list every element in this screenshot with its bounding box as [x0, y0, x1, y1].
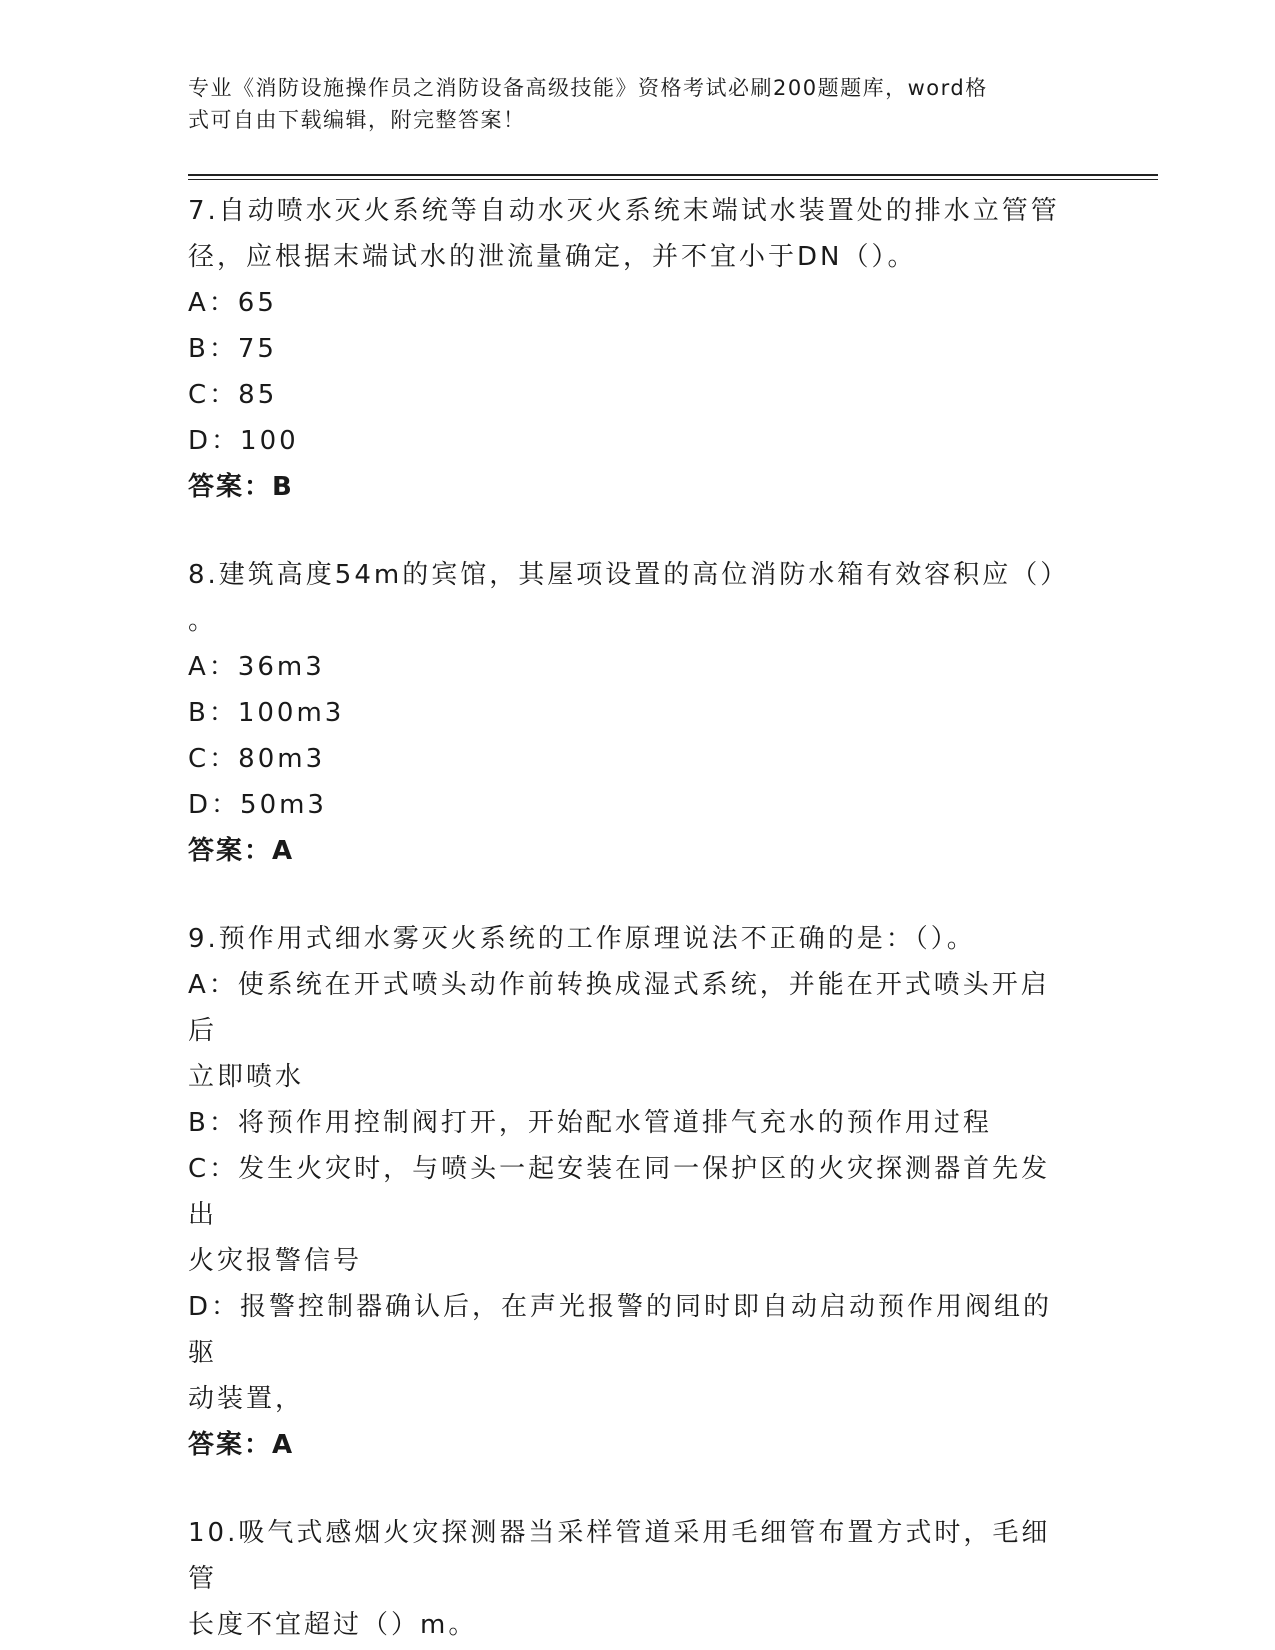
header-line: 式可自由下载编辑，附完整答案！: [188, 108, 526, 132]
option-line: A：使系统在开式喷头动作前转换成湿式系统，并能在开式喷头开启后: [188, 970, 1050, 1046]
spacer: [188, 874, 1158, 916]
question-text: [188, 188, 1073, 280]
question-7: [188, 188, 1158, 510]
option-a: A：65: [188, 288, 277, 318]
answer: 答案：A: [188, 1430, 295, 1460]
question-line: 。: [188, 606, 218, 636]
question-line: 8.建筑高度54m的宾馆，其屋项设置的高位消防水箱有效容积应（）: [188, 560, 1070, 590]
document-header: [188, 72, 1068, 136]
spacer: [188, 510, 1158, 552]
option-line: 立即喷水: [188, 1062, 305, 1092]
question-8: [188, 552, 1158, 874]
option-b: B：75: [188, 334, 277, 364]
answer: 答案：B: [188, 472, 294, 502]
option-d: D：100: [188, 426, 299, 456]
question-line: 7.自动喷水灭火系统等自动水灭火系统末端试水装置处的排水立管管: [188, 196, 1060, 226]
option-line: B：将预作用控制阀打开，开始配水管道排气充水的预作用过程: [188, 1108, 992, 1138]
answer: 答案：A: [188, 836, 295, 866]
option-a: A：36m3: [188, 652, 325, 682]
document-page: [188, 72, 1158, 1648]
option-c: C：85: [188, 380, 278, 410]
option-line: 动装置，: [188, 1384, 305, 1414]
question-text: [188, 552, 1073, 644]
question-text: [188, 1510, 1073, 1648]
option-d: D：50m3: [188, 790, 327, 820]
option-c: C：80m3: [188, 744, 326, 774]
question-line: 10.吸气式感烟火灾探测器当采样管道采用毛细管布置方式时，毛细管: [188, 1518, 1051, 1594]
question-9: [188, 916, 1158, 1468]
option-line: D：报警控制器确认后，在声光报警的同时即自动启动预作用阀组的驱: [188, 1292, 1053, 1368]
option-line: 火灾报警信号: [188, 1246, 363, 1276]
option-a: [188, 962, 1073, 1100]
question-line: 径，应根据末端试水的泄流量确定，并不宜小于DN（）。: [188, 242, 917, 272]
option-line: C：发生火灾时，与喷头一起安装在同一保护区的火灾探测器首先发出: [188, 1154, 1051, 1230]
header-divider: [188, 174, 1158, 180]
option-c: [188, 1146, 1073, 1284]
question-line: 9.预作用式细水雾灭火系统的工作原理说法不正确的是：（）。: [188, 924, 976, 954]
question-line: 长度不宜超过（）m。: [188, 1610, 478, 1640]
header-line: 专业《消防设施操作员之消防设备高级技能》资格考试必刷200题题库，word格: [188, 76, 988, 100]
option-d: [188, 1284, 1073, 1422]
question-10: [188, 1510, 1158, 1648]
option-b: B：100m3: [188, 698, 345, 728]
spacer: [188, 1468, 1158, 1510]
question-text: [188, 916, 1073, 962]
option-b: [188, 1100, 1073, 1146]
